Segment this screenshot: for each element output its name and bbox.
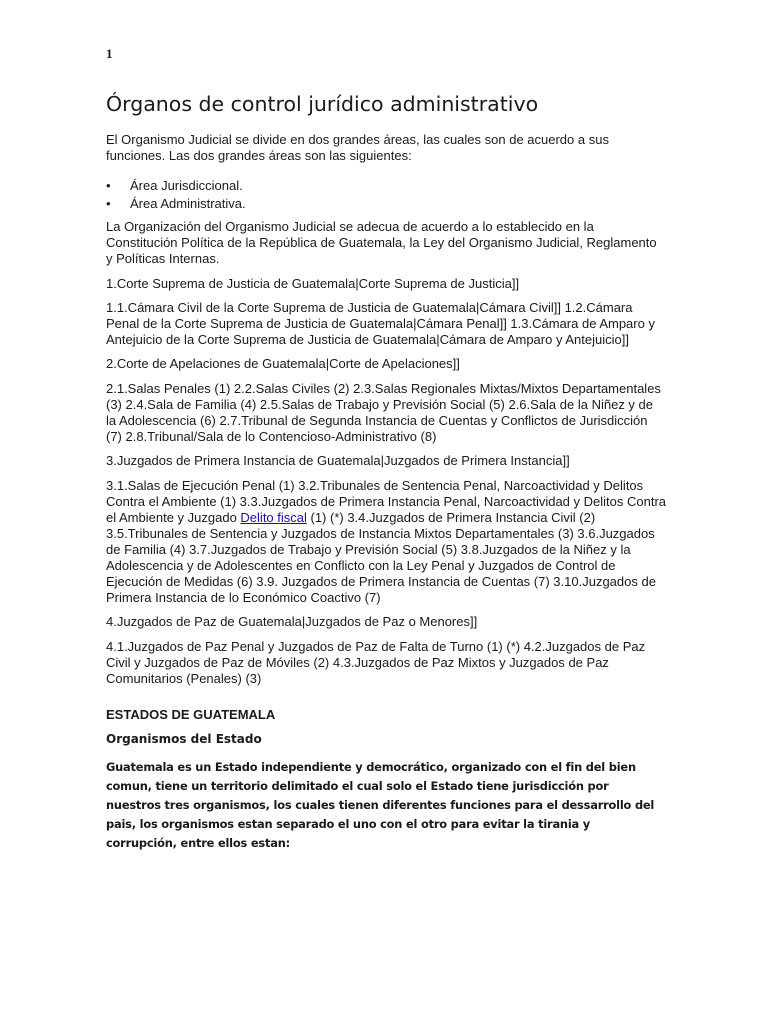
page-title: Órganos de control jurídico administrativo	[106, 92, 539, 116]
bullet-icon: •	[106, 178, 111, 194]
item-corte-apelaciones: 2.Corte de Apelaciones de Guatemala|Corte de Apelaciones]]	[106, 356, 460, 372]
item-juzgados-detalle-end: (1) (*) 3.4.Juzgados de Primera Instancia Civil (2) 3.5.Tribunales de Sentencia y Juzgados de Instancia Mixtos Departamentales (3) 3.6.Juzgados de Familia (4) 3.7.Juzgados de Trabajo y Previsión Social (5) 3.8.Juzgados de la Niñez y la Adolescencia y de Adolescentes en Conflicto con la Ley Penal y Juzgados de Control de Ejecución de Medidas (6) 3.9. Juzgados de Primera Instancia de Cuentas (7) 3.10.Juzgados de Primera Instancia de lo Económico Coactivo (7)	[106, 509, 656, 606]
section-heading: ESTADOS DE GUATEMALA	[106, 707, 276, 722]
delito-fiscal-link[interactable]: Delito fiscal	[240, 509, 307, 525]
item-juzgados-paz: 4.Juzgados de Paz de Guatemala|Juzgados de Paz o Menores]]	[106, 614, 478, 630]
subheading: Organismos del Estado	[106, 732, 262, 746]
item-juzgados-primera-instancia: 3.Juzgados de Primera Instancia de Guatemala|Juzgados de Primera Instancia]]	[106, 453, 570, 469]
organization-paragraph: La Organización del Organismo Judicial se adecua de acuerdo a lo establecido en la Constitución Política de la República de Guatemala, la Ley del Organismo Judicial, Reglamento y Políticas Internas.	[106, 219, 657, 267]
list-item	[106, 177, 666, 195]
item-juzgados-detalle-start: 3.1.Salas de Ejecución Penal (1) 3.2.Tribunales de Sentencia Penal, Narcoactividad y Delitos Contra el Ambiente (1) 3.3.Juzgados de Primera Instancia Penal, Narcoactividad y Delitos Contra el Ambiente y Juzgado	[106, 477, 667, 525]
intro-paragraph: El Organismo Judicial se divide en dos grandes áreas, las cuales son de acuerdo a sus funciones. Las dos grandes áreas son las siguientes:	[106, 132, 609, 164]
item-corte-suprema: 1.Corte Suprema de Justicia de Guatemala|Corte Suprema de Justicia]]	[106, 275, 520, 291]
item-juzgados-paz-detalle: 4.1.Juzgados de Paz Penal y Juzgados de Paz de Falta de Turno (1) (*) 4.2.Juzgados de Paz Civil y Juzgados de Paz de Móviles (2) 4.3.Juzgados de Paz Mixtos y Juzgados de Paz Comunitarios (Penales) (3)	[106, 638, 646, 686]
item-juzgados-detalle	[106, 478, 666, 607]
list-item-label: Área Administrativa.	[130, 196, 246, 212]
closing-paragraph: Guatemala es un Estado independiente y democrático, organizado con el fin del bien comun, tiene un territorio delimitado el cual solo el Estado tiene jurisdicción por nuestros tres organismos, los cuales tienen diferentes funciones para el dessarrollo del pais, los organismos estan separado el uno con el otro para evitar la tirania y corrupción, entre ellos estan:	[106, 760, 655, 850]
page-number: 1	[106, 46, 113, 61]
areas-list	[106, 177, 666, 213]
document-body	[106, 132, 666, 695]
item-salas: 2.1.Salas Penales (1) 2.2.Salas Civiles (2) 2.3.Salas Regionales Mixtas/Mixtos Departamentales (3) 2.4.Sala de Familia (4) 2.5.Salas de Trabajo y Previsión Social (5) 2.6.Sala de la Niñez y de la Adolescencia (6) 2.7.Tribunal de Segunda Instancia de Cuentas y Conflictos de Jurisdicción (7) 2.8.Tribunal/Sala de lo Contencioso-Administrativo (8)	[106, 380, 661, 444]
bullet-icon: •	[106, 196, 111, 212]
list-item-label: Área Jurisdiccional.	[130, 178, 243, 194]
item-camaras: 1.1.Cámara Civil de la Corte Suprema de Justicia de Guatemala|Cámara Civil]] 1.2.Cámara Penal de la Corte Suprema de Justicia de Guatemala|Cámara Penal]] 1.3.Cámara de Amparo y Antejuicio de la Corte Suprema de Justicia de Guatemala|Cámara de Amparo y Antejuicio]]	[106, 299, 655, 348]
list-item	[106, 195, 666, 213]
